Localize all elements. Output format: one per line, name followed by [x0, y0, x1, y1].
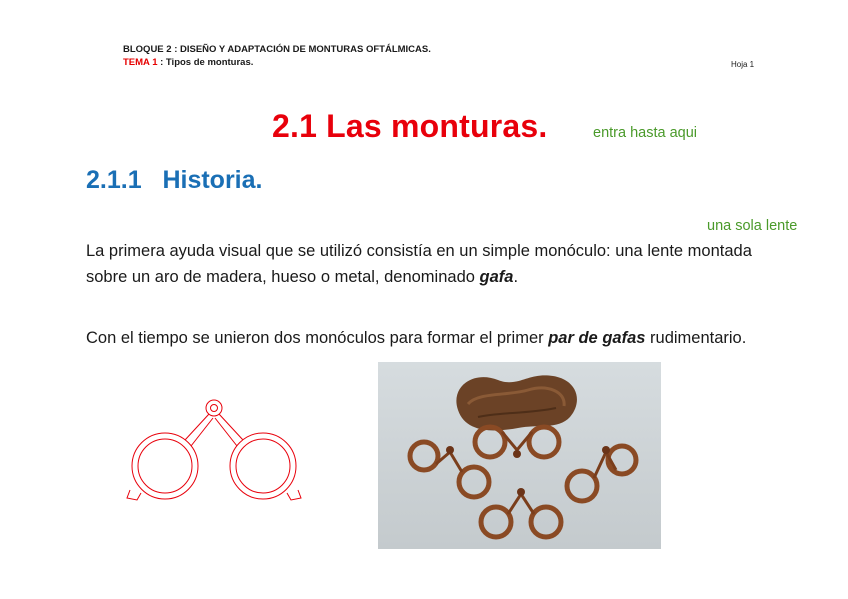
- tema-text: : Tipos de monturas.: [157, 57, 254, 68]
- page-number: Hoja 1: [731, 60, 755, 69]
- paragraph-text-end: .: [513, 268, 519, 286]
- paragraph-text: Con el tiempo se unieron dos monóculos para formar el primer: [86, 329, 549, 347]
- tema-label: TEMA 1: [123, 57, 158, 68]
- antique-spectacles-photo: [378, 362, 661, 549]
- subsection-title: 2.1.1 Historia.: [86, 166, 263, 194]
- paragraph-text-end: rudimentario.: [645, 329, 747, 347]
- rivet-spectacles-drawing: [125, 398, 305, 508]
- emphasis-gafa: gafa: [479, 268, 514, 286]
- paragraph-text: La primera ayuda visual que se utilizó consistía en un simple monóculo: una lente montada sobre un aro de madera, hueso o metal, denominado: [86, 242, 752, 286]
- paragraph-par-de-gafas: [86, 325, 776, 351]
- section-title: 2.1 Las monturas.: [272, 108, 548, 144]
- header-line-bloque: BLOQUE 2 : DISEÑO Y ADAPTACIÓN DE MONTURAS OFTÁLMICAS.: [123, 44, 431, 55]
- emphasis-par-de-gafas: par de gafas: [548, 329, 646, 347]
- header-line-tema: [123, 57, 253, 69]
- paragraph-monoculo: [86, 238, 776, 290]
- note-una-sola-lente: una sola lente: [707, 218, 798, 234]
- note-entra-hasta-aqui: entra hasta aqui: [593, 125, 697, 141]
